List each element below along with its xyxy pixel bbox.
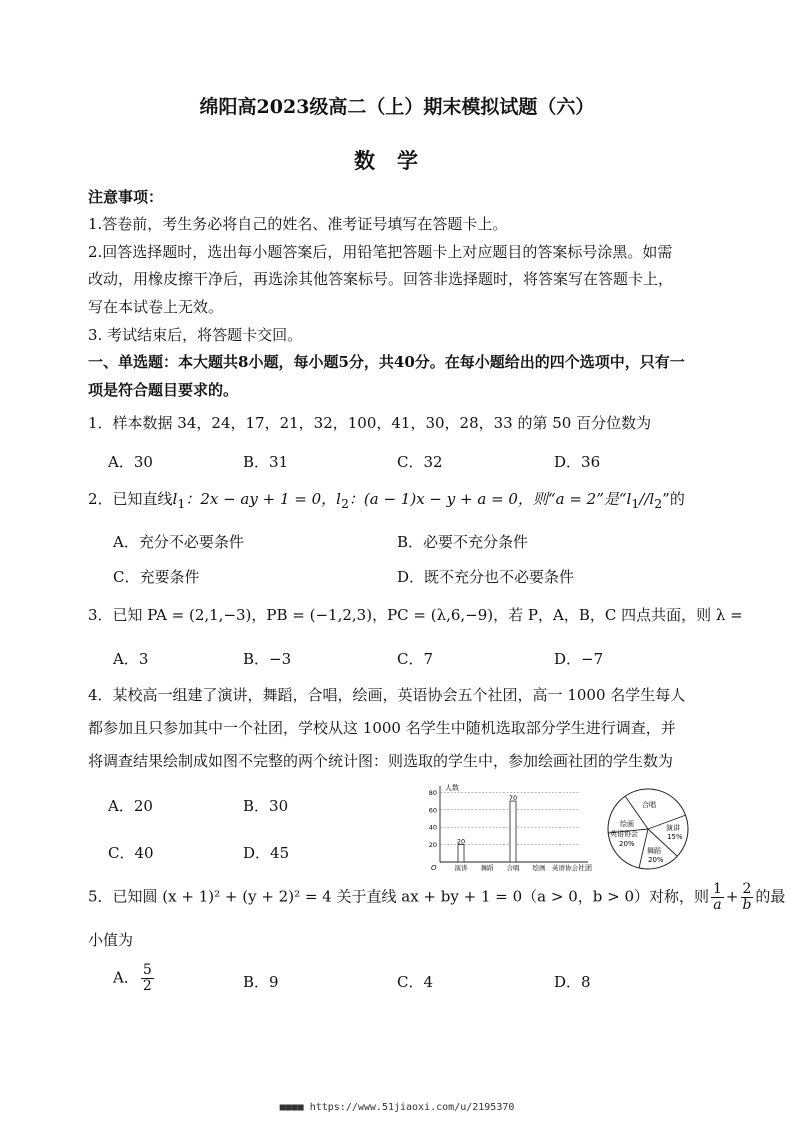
- pie-pct-dance: 20%: [648, 856, 664, 864]
- q1-option-c: C．32: [397, 453, 443, 471]
- q1-option-d: D．36: [554, 453, 601, 471]
- bar-chart: [418, 780, 598, 875]
- fraction-1-over-a: $\frac{1}{a}$: [713, 881, 722, 913]
- bar-chart-category-label: 英语协会: [552, 864, 578, 872]
- pie-pct-english: 20%: [619, 840, 635, 848]
- pie-pct-speech: 15%: [667, 833, 683, 841]
- pie-label-dance: 舞蹈: [647, 847, 661, 855]
- bar-chart-category-label: 合唱: [506, 864, 520, 872]
- pie-label-chorus: 合唱: [642, 801, 656, 809]
- q2-option-a: A．充分不必要条件: [113, 533, 244, 551]
- pie-label-english: 英语协会: [610, 830, 638, 838]
- q1-option-a: A．30: [108, 453, 153, 471]
- q3-option-b: B．−3: [243, 650, 292, 668]
- footer-url[interactable]: ■■■■ https://www.51jiaoxi.com/u/2195370: [279, 1102, 515, 1113]
- q5-option-a: A． $\frac{5}{2}$: [113, 962, 152, 994]
- q3-option-a: A．3: [113, 650, 149, 668]
- q2-stem-end: ”的: [662, 490, 685, 508]
- q2-stem-prefix: 2．已知直线: [88, 490, 173, 508]
- question-5-stem: [88, 882, 785, 913]
- l1-subscript: 1: [177, 496, 186, 511]
- section-heading-line1: 一、单选题：本大题共8小题，每小题5分，共40分。在每小题给出的四个选项中，只有一: [88, 353, 685, 371]
- pie-chart: [604, 785, 692, 873]
- question-2-stem: 2．已知直线$l_1$：2x − ay + 1 = 0，$l_2$：(a − 1)x − y + a = 0，则“a = 2”是“$l_1//l_2$”的: [88, 490, 685, 511]
- paper-title: 绵阳高2023级高二（上）期末模拟试题（六）: [199, 96, 595, 118]
- q5-stem-prefix: 5．已知圆 (x + 1)² + (y + 2)² = 4 关于直线 ax + by + 1 = 0（a > 0，b > 0）对称，则: [88, 887, 709, 906]
- bar-chart-origin: O: [431, 864, 437, 872]
- fraction-5-over-2: $\frac{5}{2}$: [142, 962, 152, 994]
- question-4-line: 将调查结果绘制成如图不完整的两个统计图：则选取的学生中，参加绘画社团的学生数为: [88, 752, 674, 770]
- q2-option-b: B．必要不充分条件: [397, 533, 529, 551]
- q1-option-b: B．31: [243, 453, 289, 471]
- q2-option-c: C．充要条件: [113, 568, 200, 586]
- bar-chart-ytick-label: 40: [428, 823, 437, 832]
- q5-stem-suffix: 的最: [755, 887, 786, 906]
- bar-chart-value-label: 70: [508, 794, 518, 803]
- pie-label-painting: 绘画: [620, 820, 634, 828]
- q3-option-d: D．−7: [554, 650, 604, 668]
- q4-option-a: A．20: [108, 797, 153, 815]
- bar-chart-bar: [510, 801, 516, 862]
- subject-heading: 数学: [354, 148, 440, 173]
- q2-option-d: D．既不充分也不必要条件: [397, 568, 575, 586]
- q2-line1-equation: ：2x − ay + 1 = 0，: [185, 490, 337, 508]
- bar-chart-bar: [458, 845, 464, 862]
- q5-option-c: C．4: [397, 973, 434, 991]
- notice-item: 3. 考试结束后，将答题卡交回。: [88, 326, 303, 344]
- bar-chart-ytick-label: 60: [428, 806, 437, 815]
- q2-line2-equation: ：(a − 1)x − y + a = 0，则“a = 2”是“l: [348, 490, 632, 508]
- q4-option-c: C．40: [108, 844, 154, 862]
- fraction-2-over-b: $\frac{2}{b}$: [742, 881, 752, 913]
- notice-item: 1.答卷前，考生务必将自己的姓名、准考证号填写在答题卡上。: [88, 215, 508, 233]
- bar-chart-category-label: 绘画: [532, 864, 546, 872]
- q5-option-d: D．8: [554, 973, 591, 991]
- notice-item: 写在本试卷上无效。: [88, 298, 224, 316]
- q3-option-c: C．7: [397, 650, 434, 668]
- bar-chart-category-label: 演讲: [454, 864, 468, 872]
- q4-option-d: D．45: [243, 844, 290, 862]
- question-3-stem: 3．已知 PA = (2,1,−3)，PB = (−1,2,3)，PC = (λ,6,−9)，若 P，A，B，C 四点共面，则 λ =: [88, 606, 743, 624]
- q5-plus: +: [725, 887, 739, 906]
- bar-chart-ytick-label: 20: [428, 841, 437, 850]
- bar-chart-ylabel: 人数: [445, 784, 459, 792]
- question-4-line: 都参加且只参加其中一个社团，学校从这 1000 名学生中随机选取部分学生进行调查，并: [88, 719, 676, 737]
- question-4-line: 4．某校高一组建了演讲，舞蹈，合唱，绘画，英语协会五个社团，高一 1000 名学生每人: [88, 686, 686, 704]
- pie-label-speech: 演讲: [666, 824, 680, 832]
- notice-heading: 注意事项：: [88, 188, 164, 206]
- q5-option-b: B．9: [243, 973, 279, 991]
- bar-chart-category-label: 舞蹈: [480, 864, 494, 872]
- notice-item: 改动，用橡皮擦干净后，再选涂其他答案标号。回答非选择题时，将答案写在答题卡上，: [88, 270, 674, 288]
- question-5-line2: 小值为: [88, 931, 134, 949]
- bar-chart-value-label: 20: [456, 837, 466, 846]
- q4-option-b: B．30: [243, 797, 289, 815]
- bar-chart-xlabel: 社团: [578, 864, 592, 872]
- bar-chart-ytick-label: 80: [428, 788, 437, 797]
- notice-item: 2.回答选择题时，选出每小题答案后，用铅笔把答题卡上对应题目的答案标号涂黑。如需: [88, 243, 673, 261]
- question-1-stem: 1．样本数据 34，24，17，21，32，100，41，30，28，33 的第 50 百分位数为: [88, 414, 652, 432]
- section-heading-line2: 项是符合题目要求的。: [88, 381, 239, 399]
- l2-subscript: 2: [340, 496, 349, 511]
